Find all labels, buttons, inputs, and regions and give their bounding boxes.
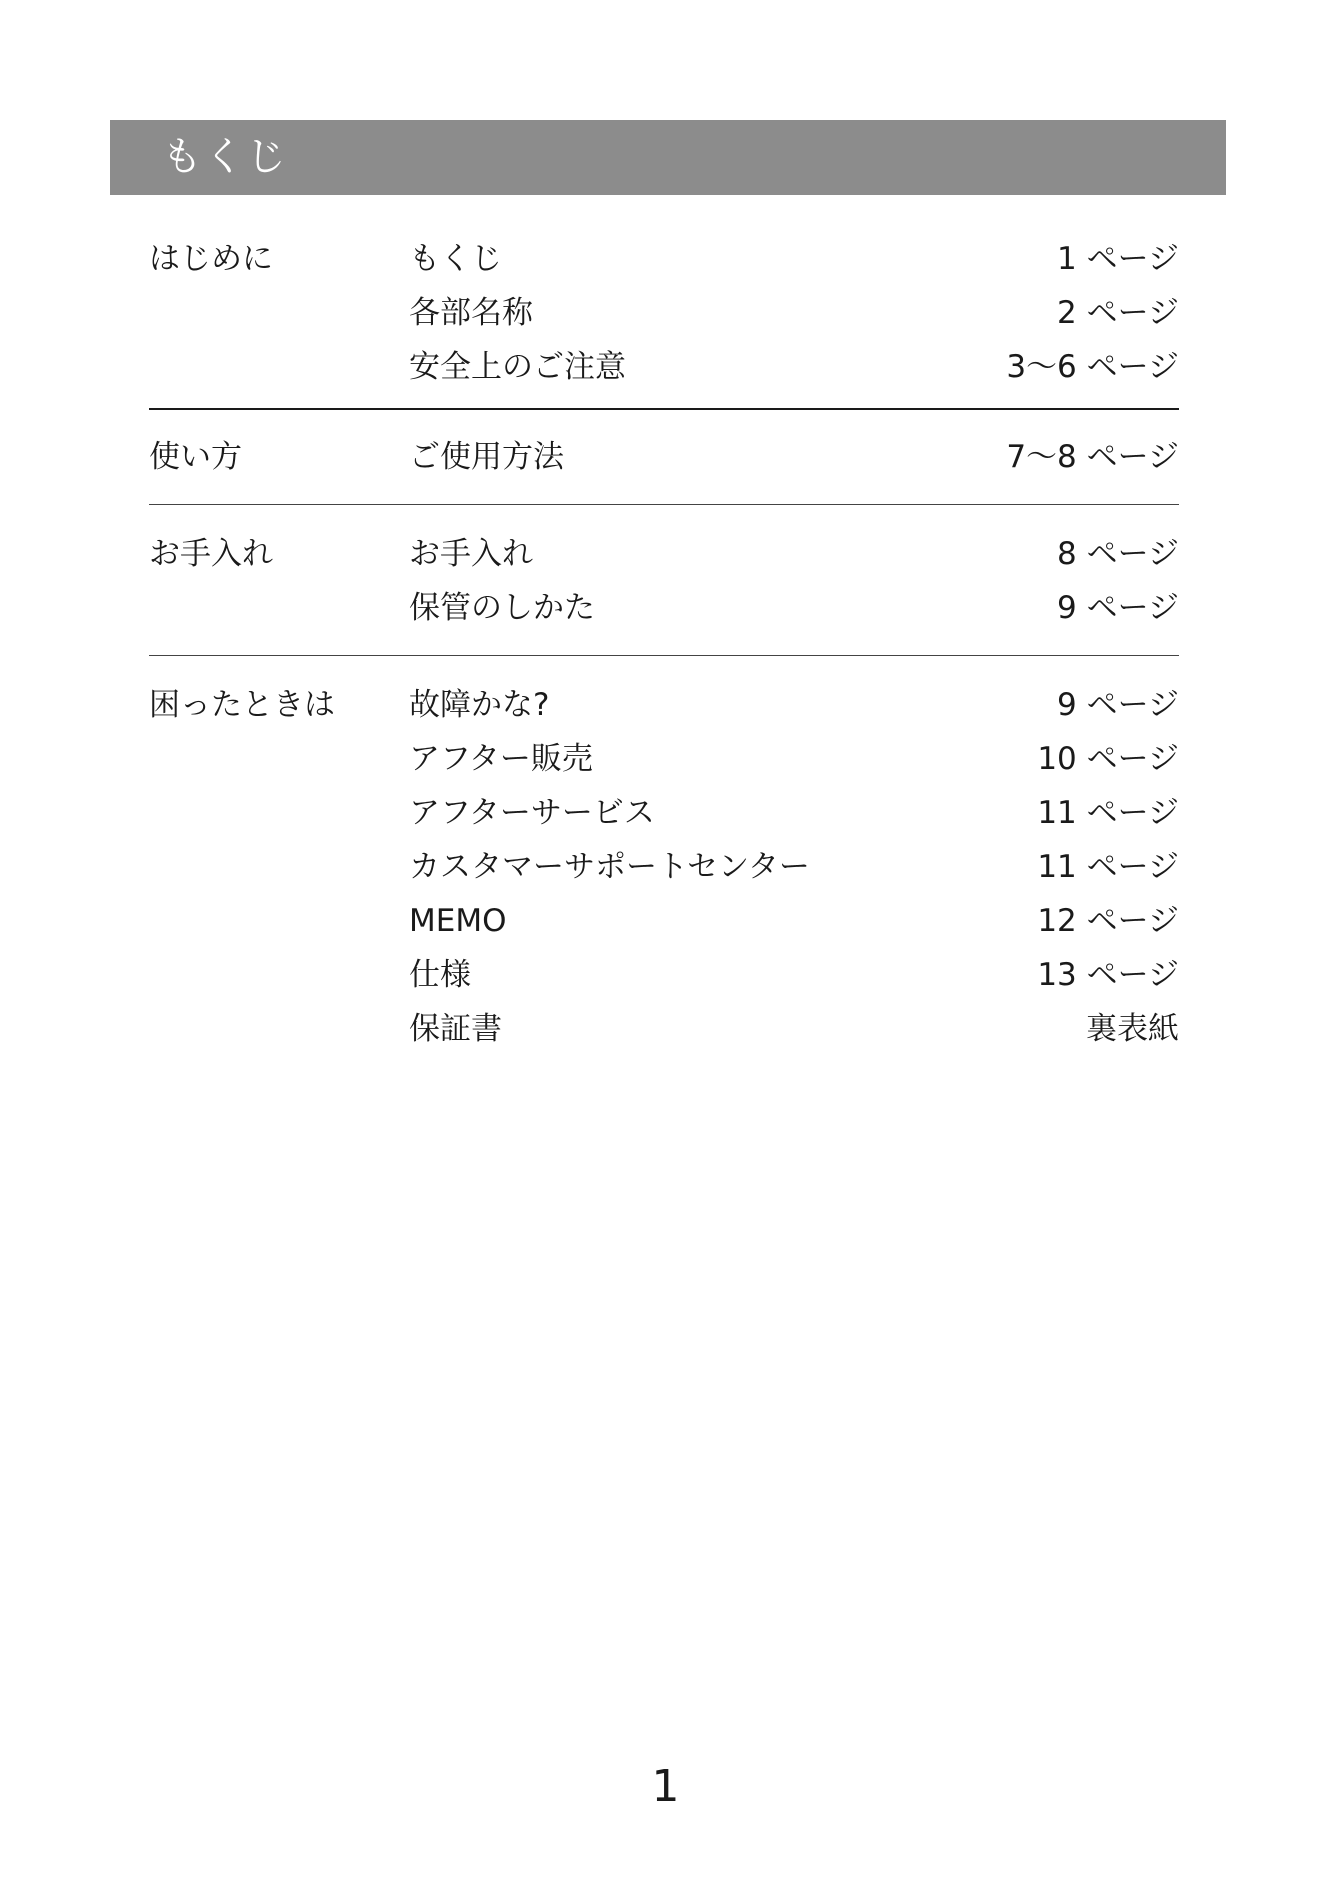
toc-item-page: 裏表紙 bbox=[1086, 1011, 1179, 1047]
toc-category: はじめに bbox=[149, 241, 273, 277]
toc-item-page: 12 ページ bbox=[1037, 903, 1179, 939]
toc-item-page: 10 ページ bbox=[1037, 741, 1179, 777]
toc-row[interactable] bbox=[149, 894, 1179, 948]
toc-section-troubleshooting bbox=[149, 655, 1179, 1056]
toc-section-usage bbox=[149, 408, 1179, 504]
toc-item-label: お手入れ bbox=[409, 536, 533, 572]
toc-item-label: 保証書 bbox=[409, 1011, 502, 1047]
toc-row[interactable] bbox=[149, 678, 1179, 732]
toc-category: 使い方 bbox=[149, 439, 242, 475]
toc-item-page: 1 ページ bbox=[1057, 241, 1179, 277]
toc-item-page: 7〜8 ページ bbox=[1006, 439, 1179, 475]
toc-item-label: MEMO bbox=[409, 903, 507, 939]
toc-row[interactable] bbox=[149, 581, 1179, 635]
toc-row[interactable] bbox=[149, 430, 1179, 484]
toc-row[interactable] bbox=[149, 527, 1179, 581]
toc-item-label: 各部名称 bbox=[409, 295, 533, 331]
toc-item-label: アフター販売 bbox=[409, 741, 593, 777]
toc-item-label: カスタマーサポートセンター bbox=[409, 849, 810, 885]
toc-item-page: 3〜6 ページ bbox=[1006, 349, 1179, 385]
toc-section-care bbox=[149, 504, 1179, 655]
toc-section-intro bbox=[149, 232, 1179, 408]
toc-row[interactable] bbox=[149, 232, 1179, 286]
toc-row[interactable] bbox=[149, 286, 1179, 340]
toc-item-page: 2 ページ bbox=[1057, 295, 1179, 331]
toc-item-label: 故障かな? bbox=[409, 687, 550, 723]
toc-item-page: 11 ページ bbox=[1037, 795, 1179, 831]
toc-row[interactable] bbox=[149, 1002, 1179, 1056]
toc-category: お手入れ bbox=[149, 536, 273, 572]
table-of-contents bbox=[149, 232, 1179, 1056]
toc-category: 困ったときは bbox=[149, 687, 335, 723]
toc-row[interactable] bbox=[149, 732, 1179, 786]
toc-item-label: 仕様 bbox=[409, 957, 471, 993]
toc-item-label: ご使用方法 bbox=[409, 439, 564, 475]
toc-item-page: 11 ページ bbox=[1037, 849, 1179, 885]
toc-item-label: もくじ bbox=[409, 241, 502, 277]
toc-item-label: アフターサービス bbox=[409, 795, 655, 831]
toc-header-bar bbox=[110, 120, 1226, 195]
toc-item-page: 8 ページ bbox=[1057, 536, 1179, 572]
toc-row[interactable] bbox=[149, 840, 1179, 894]
toc-row[interactable] bbox=[149, 340, 1179, 394]
page-number: 1 bbox=[651, 1761, 680, 1812]
toc-title: もくじ bbox=[162, 134, 288, 180]
toc-row[interactable] bbox=[149, 948, 1179, 1002]
toc-item-label: 安全上のご注意 bbox=[409, 349, 626, 385]
toc-item-label: 保管のしかた bbox=[409, 590, 595, 626]
toc-item-page: 13 ページ bbox=[1037, 957, 1179, 993]
toc-item-page: 9 ページ bbox=[1057, 687, 1179, 723]
toc-item-page: 9 ページ bbox=[1057, 590, 1179, 626]
toc-row[interactable] bbox=[149, 786, 1179, 840]
